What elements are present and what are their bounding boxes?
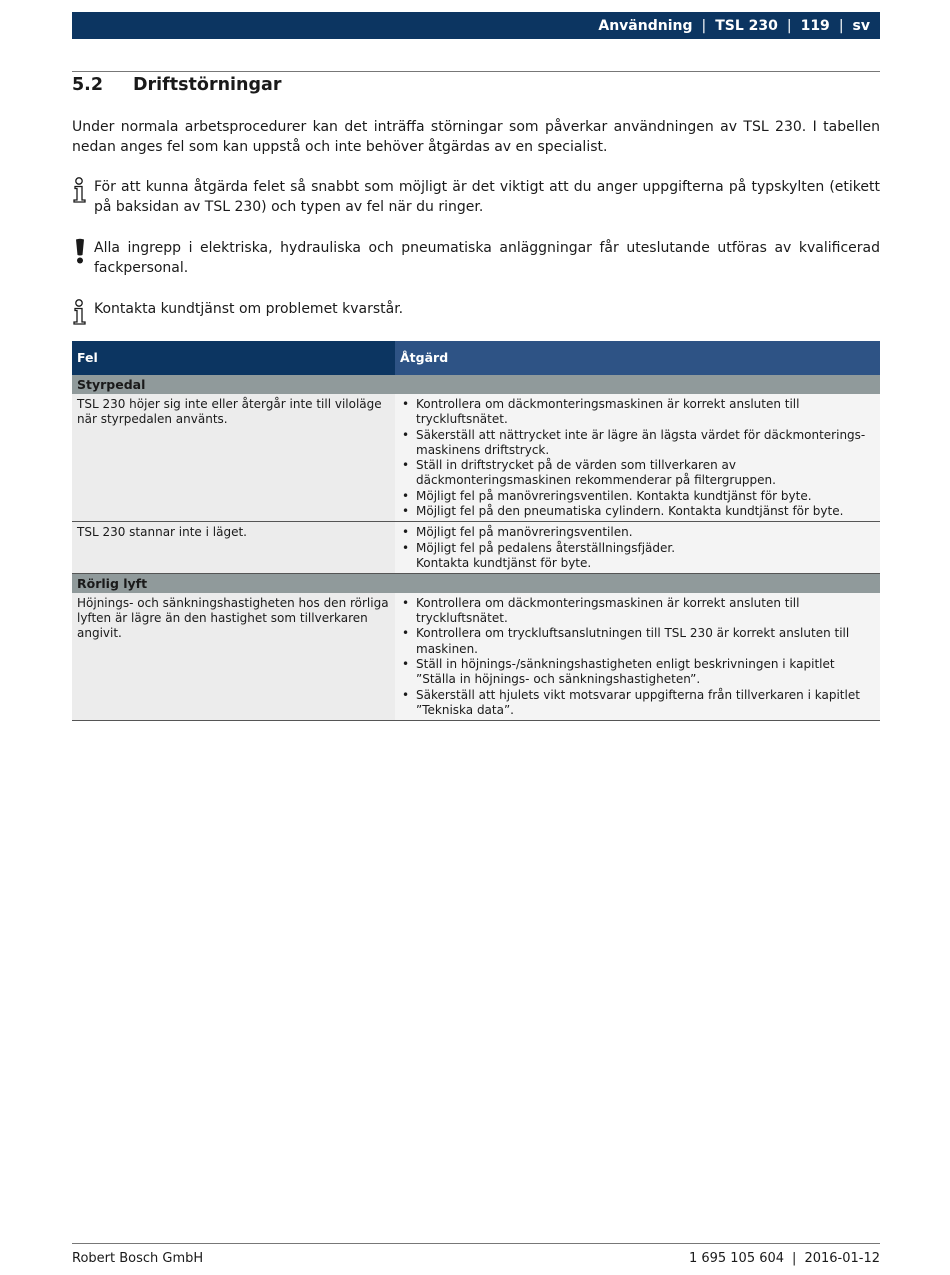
action-list [401,596,875,718]
warning-exclamation-icon [72,238,94,278]
column-header-fault: Fel [72,341,395,375]
action-item: • Ställ in höjnings-/sänkningshastigheten enligt beskrivningen i kapitlet ”Ställa in höjnings- och sänkningshastigheten”. [401,657,875,688]
page-header-bar [72,12,880,39]
header-separator: | [838,17,844,34]
action-item: • Säkerställ att nättrycket inte är lägre än lägsta värdet för däckmonteringsmaskinens driftstryck. [401,428,875,459]
group-row [72,375,880,394]
action-cell [395,593,880,721]
note-text: För att kunna åtgärda felet så snabbt som möjligt är det viktigt att du anger uppgifterna på typskylten (etikett på baksidan av TSL 230) och typen av fel när du ringer. [94,179,880,215]
group-row [72,574,880,593]
group-title: Rörlig lyft [72,574,880,593]
group-title: Styrpedal [72,375,880,394]
action-item: • Kontrollera om däckmonteringsmaskinen är korrekt ansluten till tryckluftsnätet. [401,596,875,627]
action-list [401,397,875,519]
fault-table [72,341,880,721]
section-rule [72,71,880,72]
footer-company: Robert Bosch GmbH [72,1251,204,1266]
note-text: Alla ingrepp i elektriska, hydrauliska och pneumatiska anläggningar får uteslutande utföras av kvalificerad fackpersonal. [94,240,880,276]
action-item: • Möjligt fel på manövreringsventilen. [401,525,875,540]
action-item: • Möjligt fel på manövreringsventilen. Kontakta kundtjänst för byte. [401,489,875,504]
page-footer [72,1251,880,1266]
fault-cell: TSL 230 stannar inte i läget. [72,522,395,574]
table-row [72,522,880,574]
footer-date: 2016-01-12 [804,1251,880,1266]
info-note [72,299,880,329]
table-header-row [72,341,880,375]
footer-rule [72,1243,880,1244]
action-item: • Kontrollera om däckmonteringsmaskinen är korrekt ansluten till tryckluftsnätet. [401,397,875,428]
header-separator: | [786,17,792,34]
intro-paragraph: Under normala arbetsprocedurer kan det inträffa störningar som påverkar användningen av TSL 230. I tabellen nedan anges fel som kan uppstå och inte behöver åtgärdas av en specialist. [72,119,880,155]
footer-separator: | [792,1251,797,1266]
action-item: • Möjligt fel på pedalens återställningsfjäder. [401,541,875,556]
table-row [72,394,880,522]
section-title: Driftstörningar [133,75,282,95]
header-language: sv [852,17,870,34]
action-item: • Kontrollera om tryckluftsanslutningen till TSL 230 är korrekt ansluten till maskinen. [401,626,875,657]
info-icon [72,177,94,217]
action-list [401,525,875,556]
table-row [72,593,880,721]
action-cell [395,394,880,522]
section-number: 5.2 [72,75,104,95]
header-section: Användning [598,17,693,34]
action-item: • Säkerställ att hjulets vikt motsvarar uppgifterna från tillverkaren i kapitlet ”Tekniska data”. [401,688,875,719]
footer-doc-number: 1 695 105 604 [688,1251,785,1266]
info-icon [72,299,94,329]
footer-right [689,1251,880,1266]
section-heading [72,75,281,95]
note-text: Kontakta kundtjänst om problemet kvarstår. [94,301,404,317]
fault-cell: TSL 230 höjer sig inte eller återgår inte till viloläge när styrpedalen använts. [72,394,395,522]
header-product: TSL 230 [715,17,778,34]
column-header-action: Åtgärd [395,341,880,375]
fault-cell: Höjnings- och sänkningshastigheten hos den rörliga lyften är lägre än den hastighet som tillverkaren angivit. [72,593,395,721]
header-separator: | [701,17,707,34]
action-item: • Möjligt fel på den pneumatiska cylindern. Kontakta kundtjänst för byte. [401,504,875,519]
action-continuation: Kontakta kundtjänst för byte. [416,555,592,570]
info-note [72,177,880,217]
warning-note [72,238,880,278]
header-page-number: 119 [800,17,830,34]
action-cell [395,522,880,574]
action-item: • Ställ in driftstrycket på de värden som tillverkaren av däckmonteringsmaskinen rekommenderar på filtergruppen. [401,458,875,489]
